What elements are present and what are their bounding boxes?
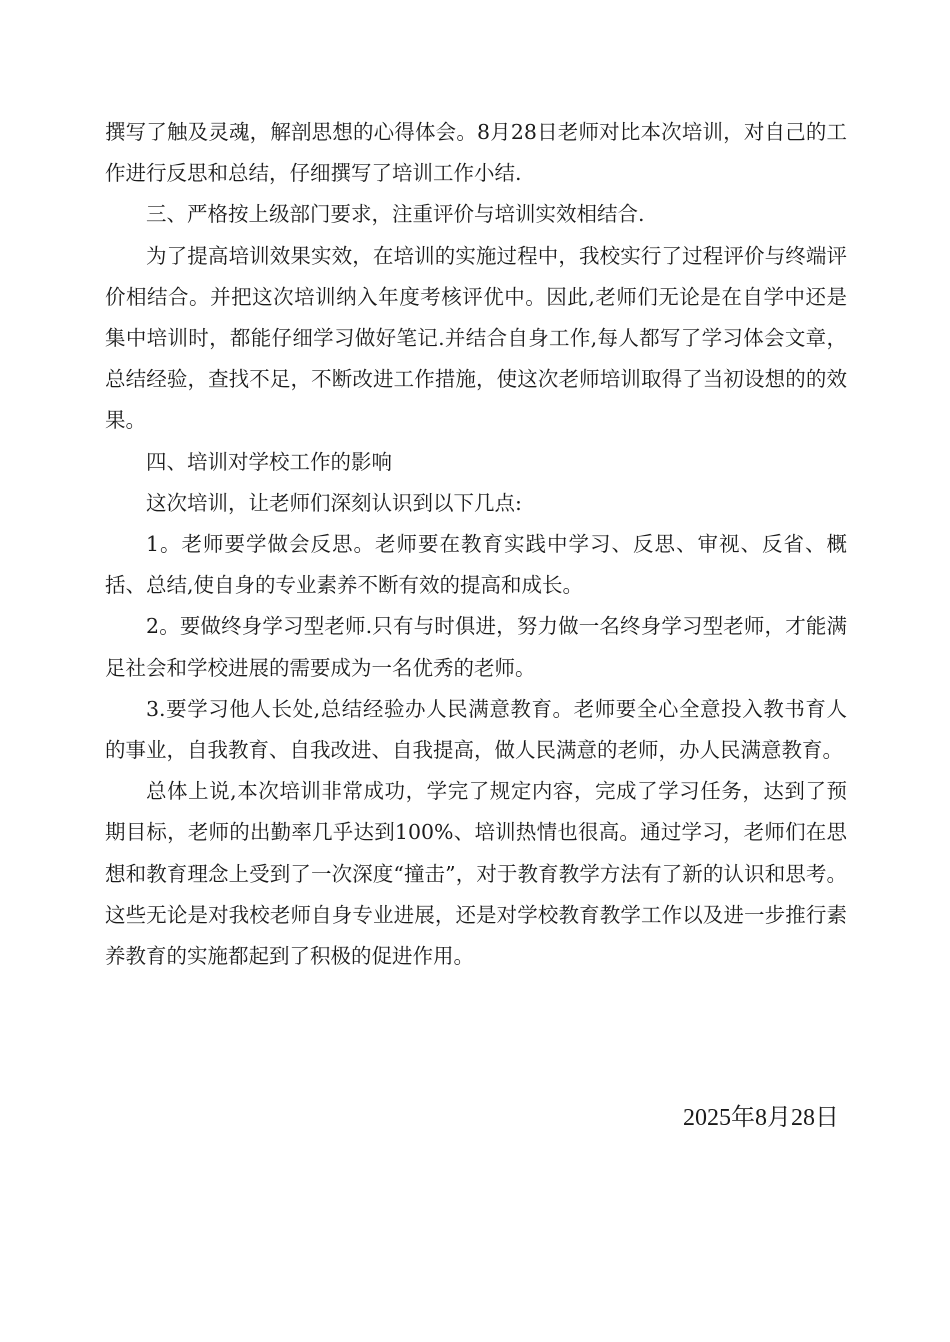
- paragraph-continuation: 撰写了触及灵魂，解剖思想的心得体会。8月28日老师对比本次培训，对自己的工作进行反思和总结，仔细撰写了培训工作小结.: [105, 120, 847, 186]
- section-heading-4: 四、培训对学校工作的影响: [146, 449, 392, 474]
- section-heading-3: 三、严格按上级部门要求，注重评价与培训实效相结合.: [146, 202, 645, 227]
- list-item-1: 1。老师要学做会反思。老师要在教育实践中学习、反思、审视、反省、概括、总结,使自身的专业素养不断有效的提高和成长。: [105, 532, 847, 598]
- list-item-2: 2。要做终身学习型老师.只有与时俱进，努力做一名终身学习型老师，才能满足社会和学校进展的需要成为一名优秀的老师。: [105, 614, 847, 680]
- paragraph-summary: 总体上说,本次培训非常成功，学完了规定内容，完成了学习任务，达到了预期目标，老师的出勤率几乎达到100%、培训热情也很高。通过学习，老师们在思想和教育理念上受到了一次深度“撞击”，对于教育教学方法有了新的认识和思考。这些无论是对我校老师自身专业进展，还是对学校教育教学工作以及进一步推行素养教育的实施都起到了积极的促进作用。: [105, 779, 847, 969]
- document-date: 2025年8月28日: [683, 1105, 839, 1131]
- list-item-3: 3.要学习他人长处,总结经验办人民满意教育。老师要全心全意投入教书育人的事业，自我教育、自我改进、自我提高，做人民满意的老师，办人民满意教育。: [105, 696, 847, 763]
- paragraph-intro-points: 这次培训，让老师们深刻认识到以下几点:: [146, 490, 522, 515]
- paragraph-evaluation: 为了提高培训效果实效，在培训的实施过程中，我校实行了过程评价与终端评价相结合。并把这次培训纳入年度考核评优中。因此,老师们无论是在自学中还是集中培训时，都能仔细学习做好笔记.并结合自身工作,每人都写了学习体会文章，总结经验，查找不足，不断改进工作措施，使这次老师培训取得了当初设想的的效果。: [105, 243, 847, 433]
- document-body: [105, 112, 847, 977]
